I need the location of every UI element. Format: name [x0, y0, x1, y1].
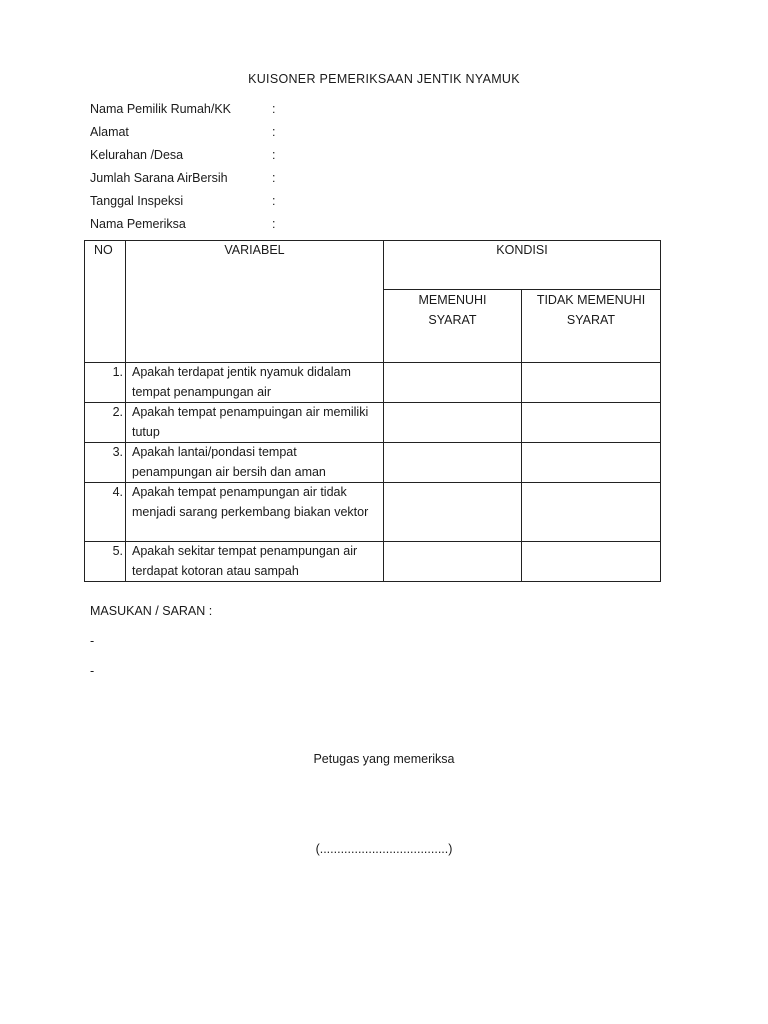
- signature-title: Petugas yang memeriksa: [313, 752, 455, 766]
- row-variable: Apakah lantai/pondasi tempat penampungan air bersih dan aman: [126, 443, 384, 483]
- header-no: NO: [85, 241, 126, 363]
- table-row: [85, 403, 661, 443]
- header-meets-line2: SYARAT: [428, 312, 477, 327]
- header-not-meets-line2: SYARAT: [566, 312, 616, 327]
- not-meets-cell[interactable]: [522, 483, 661, 542]
- table-row: [85, 363, 661, 403]
- suggestion-item: -: [90, 634, 95, 648]
- info-label: Nama Pemeriksa: [90, 217, 186, 231]
- info-label: Tanggal Inspeksi: [90, 194, 184, 208]
- row-number: 4.: [85, 483, 126, 542]
- row-variable: Apakah tempat penampungan air tidak menjadi sarang perkembang biakan vektor: [126, 483, 384, 542]
- info-colon: :: [272, 171, 276, 185]
- header-not-meets-requirements: [522, 290, 661, 363]
- row-number: 3.: [85, 443, 126, 483]
- suggestion-item: -: [90, 664, 95, 678]
- not-meets-cell[interactable]: [522, 403, 661, 443]
- info-colon: :: [272, 102, 276, 116]
- table-row: [85, 483, 661, 542]
- info-colon: :: [272, 148, 276, 162]
- row-variable: Apakah sekitar tempat penampungan air terdapat kotoran atau sampah: [126, 542, 384, 582]
- info-label: Kelurahan /Desa: [90, 148, 184, 162]
- not-meets-cell[interactable]: [522, 363, 661, 403]
- header-meets-requirements: [384, 290, 522, 363]
- inspection-table: [84, 240, 661, 582]
- info-colon: :: [272, 194, 276, 208]
- row-number: 2.: [85, 403, 126, 443]
- info-colon: :: [272, 125, 276, 139]
- table-row: [85, 443, 661, 483]
- meets-cell[interactable]: [384, 363, 522, 403]
- info-label: Nama Pemilik Rumah/KK: [90, 102, 232, 116]
- info-label: Jumlah Sarana AirBersih: [90, 171, 228, 185]
- meets-cell[interactable]: [384, 542, 522, 582]
- page-title: KUISONER PEMERIKSAAN JENTIK NYAMUK: [248, 72, 520, 86]
- suggestions-label: MASUKAN / SARAN :: [90, 604, 213, 618]
- header-condition: KONDISI: [384, 241, 661, 290]
- header-variable: VARIABEL: [126, 241, 384, 363]
- meets-cell[interactable]: [384, 403, 522, 443]
- row-number: 1.: [85, 363, 126, 403]
- meets-cell[interactable]: [384, 443, 522, 483]
- row-variable: Apakah terdapat jentik nyamuk didalam tempat penampungan air: [126, 363, 384, 403]
- header-not-meets-line1: TIDAK MEMENUHI: [536, 293, 646, 307]
- info-label: Alamat: [90, 125, 129, 139]
- row-variable: Apakah tempat penampuingan air memiliki tutup: [126, 403, 384, 443]
- row-number: 5.: [85, 542, 126, 582]
- not-meets-cell[interactable]: [522, 443, 661, 483]
- table-row: [85, 542, 661, 582]
- info-colon: :: [272, 217, 276, 231]
- not-meets-cell[interactable]: [522, 542, 661, 582]
- header-meets-line1: MEMENUHI: [418, 293, 487, 307]
- meets-cell[interactable]: [384, 483, 522, 542]
- signature-line: (.....................................): [315, 842, 453, 856]
